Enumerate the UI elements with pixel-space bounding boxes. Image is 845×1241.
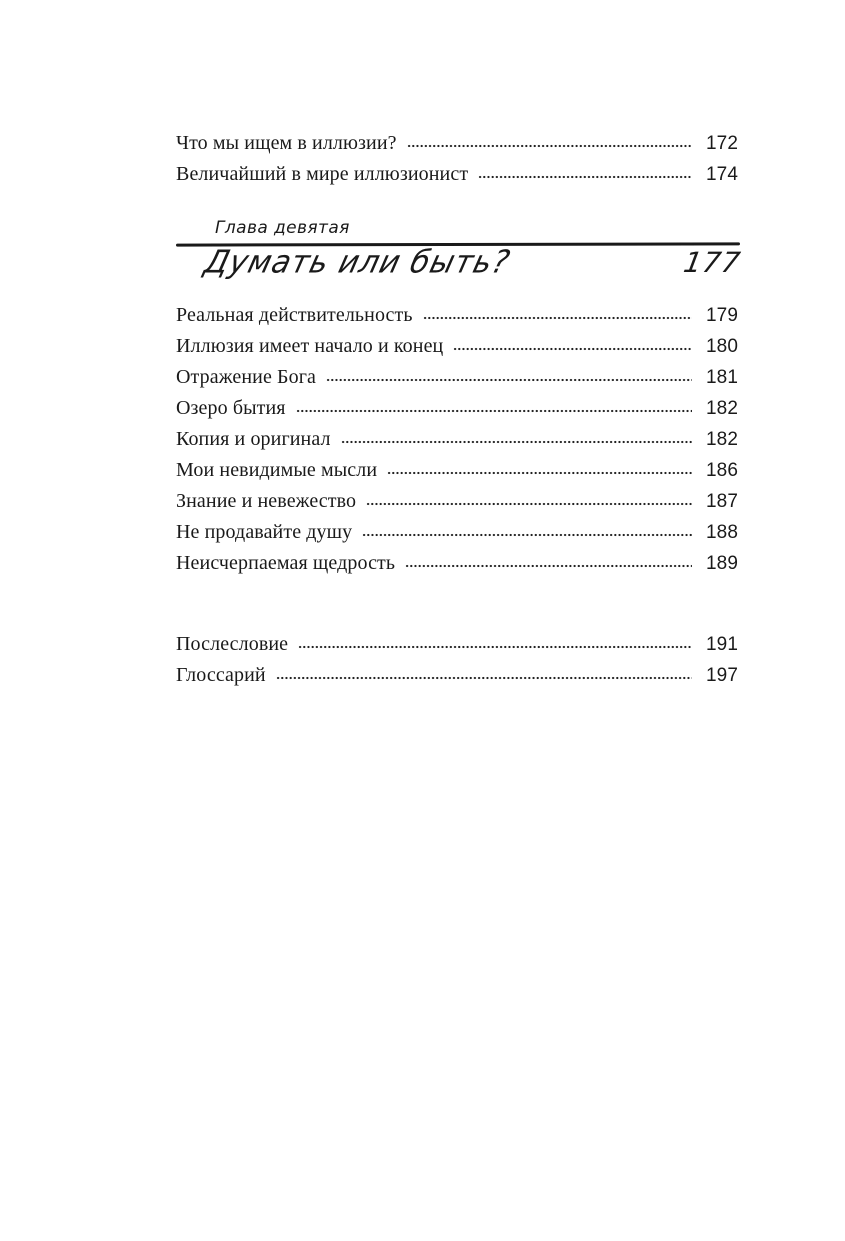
toc-entry-title[interactable]: Величайший в мире иллюзионист — [176, 163, 469, 185]
toc-entry-page: 179 — [705, 305, 738, 326]
dot-leader — [423, 315, 692, 321]
toc-entry-page: 187 — [705, 491, 738, 512]
toc-entry-title[interactable]: Знание и невежество — [176, 490, 357, 512]
toc-entry-page: 191 — [705, 634, 738, 655]
chapter-title[interactable]: Думать или быть? — [200, 244, 514, 281]
toc-entry[interactable] — [176, 660, 738, 691]
toc-entry-title[interactable]: Копия и оригинал — [176, 428, 331, 450]
toc-entry[interactable] — [176, 486, 738, 517]
dot-leader — [362, 532, 692, 538]
toc-entry[interactable] — [176, 424, 738, 455]
toc-section-end — [176, 629, 738, 691]
toc-entry-page: 182 — [705, 429, 738, 450]
toc-entry-page: 172 — [705, 133, 738, 154]
toc-entry-page: 189 — [705, 553, 738, 574]
toc-entry[interactable] — [176, 300, 738, 331]
chapter-label: Глава девятая — [215, 218, 350, 238]
dot-leader — [366, 501, 692, 507]
dot-leader — [453, 346, 692, 352]
toc-entry[interactable] — [176, 548, 738, 579]
dot-leader — [276, 675, 692, 681]
toc-entry-title[interactable]: Озеро бытия — [176, 397, 286, 419]
toc-entry-page: 188 — [705, 522, 738, 543]
toc-entry[interactable] — [176, 362, 738, 393]
dot-leader — [296, 408, 692, 414]
toc-entry-title[interactable]: Иллюзия имеет начало и конец — [176, 335, 444, 357]
toc-entry[interactable] — [176, 331, 738, 362]
dot-leader — [478, 174, 692, 180]
toc-entry-title[interactable]: Отражение Бога — [176, 366, 316, 388]
toc-entry-page: 182 — [705, 398, 738, 419]
toc-entry-page: 186 — [705, 460, 738, 481]
toc-entry-page: 180 — [705, 336, 738, 357]
dot-leader — [407, 143, 692, 149]
toc-entry[interactable] — [176, 629, 738, 660]
toc-entry-title[interactable]: Что мы ищем в иллюзии? — [176, 132, 397, 154]
toc-entry[interactable] — [176, 159, 738, 190]
toc-entry[interactable] — [176, 393, 738, 424]
toc-entry-title[interactable]: Послесловие — [176, 633, 289, 655]
toc-entry[interactable] — [176, 128, 738, 159]
chapter-page-number: 177 — [681, 246, 744, 279]
toc-entry-title[interactable]: Неисчерпаемая щедрость — [176, 552, 396, 574]
toc-entry-title[interactable]: Мои невидимые мысли — [176, 459, 378, 481]
dot-leader — [405, 563, 692, 569]
toc-entry-title[interactable]: Не продавайте душу — [176, 521, 353, 543]
toc-section-chapter — [176, 300, 738, 579]
toc-entry[interactable] — [176, 455, 738, 486]
toc-entry-title[interactable]: Глоссарий — [176, 664, 266, 686]
toc-section-top — [176, 128, 738, 190]
dot-leader — [298, 644, 692, 650]
dot-leader — [387, 470, 692, 476]
toc-entry-page: 181 — [705, 367, 738, 388]
toc-entry-title[interactable]: Реальная действительность — [176, 304, 413, 326]
toc-entry-page: 197 — [705, 665, 738, 686]
toc-entry-page: 174 — [705, 164, 738, 185]
toc-entry[interactable] — [176, 517, 738, 548]
dot-leader — [326, 377, 692, 383]
dot-leader — [341, 439, 692, 445]
